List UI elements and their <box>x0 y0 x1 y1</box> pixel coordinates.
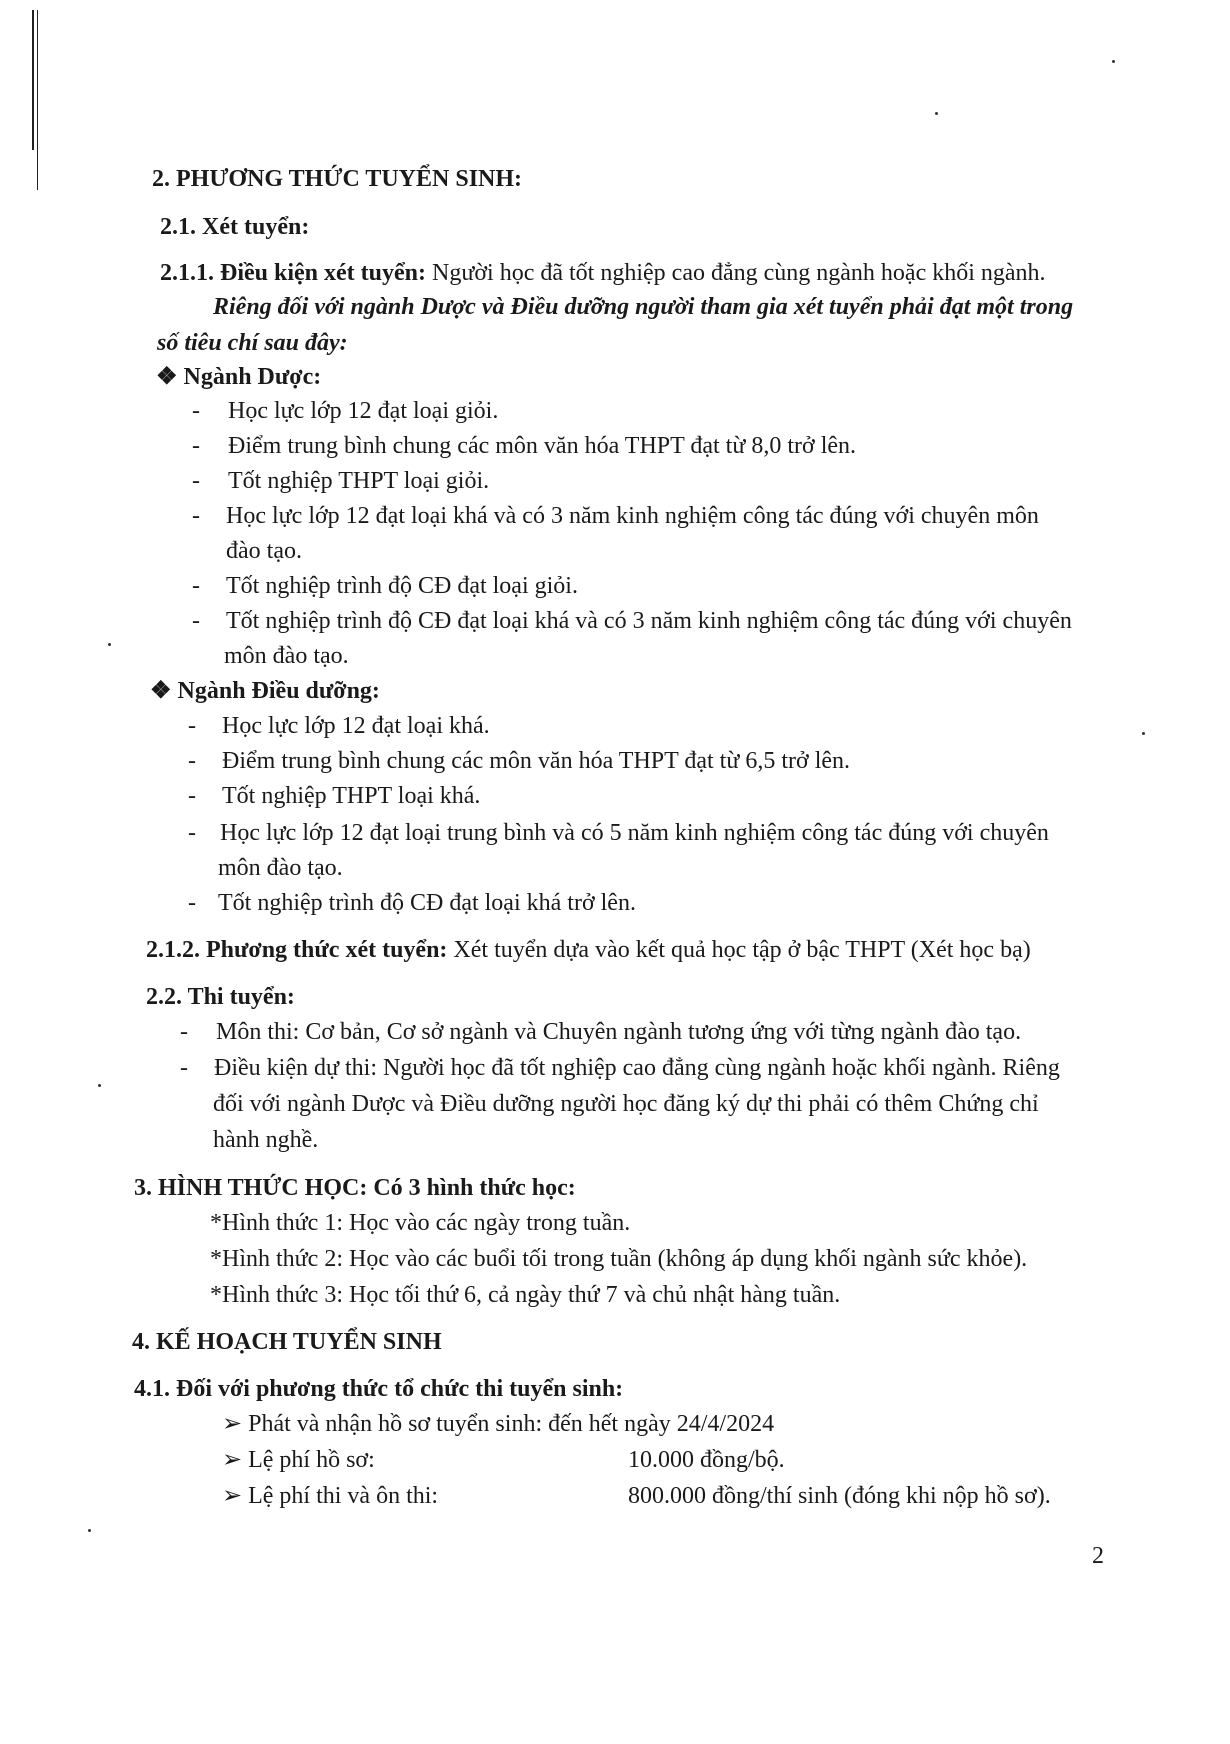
section-2-heading: 2. PHƯƠNG THỨC TUYỂN SINH: <box>152 166 523 192</box>
subsection-2-1-1 <box>160 258 1046 288</box>
nursing-criterion: Tốt nghiệp trình độ CĐ đạt loại khá trở lên. <box>218 890 636 916</box>
pharmacy-criterion: Học lực lớp 12 đạt loại khá và có 3 năm kinh nghiệm công tác đúng với chuyên môn <box>226 503 1039 529</box>
pharmacy-criterion: Điểm trung bình chung các môn văn hóa THPT đạt từ 8,0 trở lên. <box>228 433 857 459</box>
exam-item-continued: đối với ngành Dược và Điều dưỡng người học đăng ký dự thi phải có thêm Chứng chỉ <box>213 1091 1039 1117</box>
major-nursing-heading <box>150 676 380 706</box>
plan-row <box>222 1445 375 1475</box>
plan-row-value: 800.000 đồng/thí sinh (đóng khi nộp hồ sơ). <box>628 1483 1051 1509</box>
scan-speck <box>1112 60 1115 63</box>
scan-speck <box>935 112 938 115</box>
exam-item: Điều kiện dự thi: Người học đã tốt nghiệp cao đẳng cùng ngành hoặc khối ngành. Riêng <box>214 1055 1060 1081</box>
nursing-criterion: Học lực lớp 12 đạt loại khá. <box>222 713 490 739</box>
plan-row-value: 10.000 đồng/bộ. <box>628 1447 785 1473</box>
pharmacy-criterion-continued: đào tạo. <box>226 538 302 564</box>
major-nursing-title: Ngành Điều dưỡng: <box>177 678 380 704</box>
diamond-bullet-icon: ❖ <box>150 678 172 704</box>
list-dash: - <box>188 890 196 916</box>
subsection-2-1-1-label: 2.1.1. Điều kiện xét tuyển: <box>160 260 426 286</box>
scan-speck <box>88 1529 91 1532</box>
nursing-criterion-continued: môn đào tạo. <box>218 855 343 881</box>
arrow-bullet-icon: ➢ <box>222 1411 243 1437</box>
study-mode-item: *Hình thức 1: Học vào các ngày trong tuần. <box>210 1210 631 1236</box>
list-dash: - <box>192 608 200 634</box>
nursing-criterion: Điểm trung bình chung các môn văn hóa THPT đạt từ 6,5 trở lên. <box>222 748 851 774</box>
diamond-bullet-icon: ❖ <box>156 364 178 390</box>
scan-speck <box>1142 732 1145 735</box>
subsection-2-1-heading: 2.1. Xét tuyển: <box>160 214 310 240</box>
major-pharmacy-heading <box>156 362 321 392</box>
pharmacy-criterion: Tốt nghiệp THPT loại giỏi. <box>228 468 490 494</box>
scan-speck <box>108 643 111 646</box>
major-pharmacy-title: Ngành Dược: <box>183 364 322 390</box>
exam-item-continued: hành nghề. <box>213 1127 319 1153</box>
list-dash: - <box>188 820 196 846</box>
pharmacy-criterion: Tốt nghiệp trình độ CĐ đạt loại giỏi. <box>226 573 578 599</box>
pharmacy-criterion: Học lực lớp 12 đạt loại giỏi. <box>228 398 499 424</box>
plan-row <box>222 1481 438 1511</box>
subsection-2-2-heading: 2.2. Thi tuyển: <box>146 984 295 1010</box>
section-4-heading: 4. KẾ HOẠCH TUYỂN SINH <box>132 1329 442 1355</box>
list-dash: - <box>192 398 200 424</box>
nursing-criterion: Học lực lớp 12 đạt loại trung bình và có 5 năm kinh nghiệm công tác đúng với chuyên <box>220 820 1049 846</box>
list-dash: - <box>192 433 200 459</box>
criteria-intro-line-1: Riêng đối với ngành Dược và Điều dưỡng người tham gia xét tuyển phải đạt một trong <box>213 294 1074 320</box>
list-dash: - <box>188 713 196 739</box>
list-dash: - <box>192 503 200 529</box>
subsection-2-1-2-label: 2.1.2. Phương thức xét tuyển: <box>146 937 448 963</box>
page-number: 2 <box>1092 1543 1104 1569</box>
scan-edge-line <box>32 10 34 150</box>
study-mode-item: *Hình thức 2: Học vào các buổi tối trong tuần (không áp dụng khối ngành sức khỏe). <box>210 1246 1028 1272</box>
plan-row <box>222 1409 774 1439</box>
pharmacy-criterion-continued: môn đào tạo. <box>224 643 349 669</box>
nursing-criterion: Tốt nghiệp THPT loại khá. <box>222 783 481 809</box>
subsection-4-1-heading: 4.1. Đối với phương thức tổ chức thi tuyển sinh: <box>134 1376 624 1402</box>
section-3-heading: 3. HÌNH THỨC HỌC: Có 3 hình thức học: <box>134 1175 576 1201</box>
scan-edge-line <box>37 10 38 190</box>
plan-row-label: Lệ phí thi và ôn thi: <box>248 1483 439 1509</box>
list-dash: - <box>180 1055 188 1081</box>
exam-item: Môn thi: Cơ bản, Cơ sở ngành và Chuyên ngành tương ứng với từng ngành đào tạo. <box>216 1019 1022 1045</box>
list-dash: - <box>192 468 200 494</box>
study-mode-item: *Hình thức 3: Học tối thứ 6, cả ngày thứ 7 và chủ nhật hàng tuần. <box>210 1282 841 1308</box>
list-dash: - <box>188 783 196 809</box>
list-dash: - <box>192 573 200 599</box>
arrow-bullet-icon: ➢ <box>222 1447 243 1473</box>
list-dash: - <box>188 748 196 774</box>
list-dash: - <box>180 1019 188 1045</box>
criteria-intro-line-2: số tiêu chí sau đây: <box>157 330 348 356</box>
subsection-2-1-2 <box>146 935 1031 965</box>
pharmacy-criterion: Tốt nghiệp trình độ CĐ đạt loại khá và có 3 năm kinh nghiệm công tác đúng với chuyên <box>226 608 1072 634</box>
scan-speck <box>98 1084 101 1087</box>
plan-row-label: Lệ phí hồ sơ: <box>248 1447 375 1473</box>
arrow-bullet-icon: ➢ <box>222 1483 243 1509</box>
subsection-2-1-2-text: Xét tuyển dựa vào kết quả học tập ở bậc THPT (Xét học bạ) <box>447 937 1031 963</box>
subsection-2-1-1-text: Người học đã tốt nghiệp cao đẳng cùng ngành hoặc khối ngành. <box>426 260 1046 286</box>
plan-row-label: Phát và nhận hồ sơ tuyển sinh: đến hết ngày 24/4/2024 <box>248 1411 775 1437</box>
